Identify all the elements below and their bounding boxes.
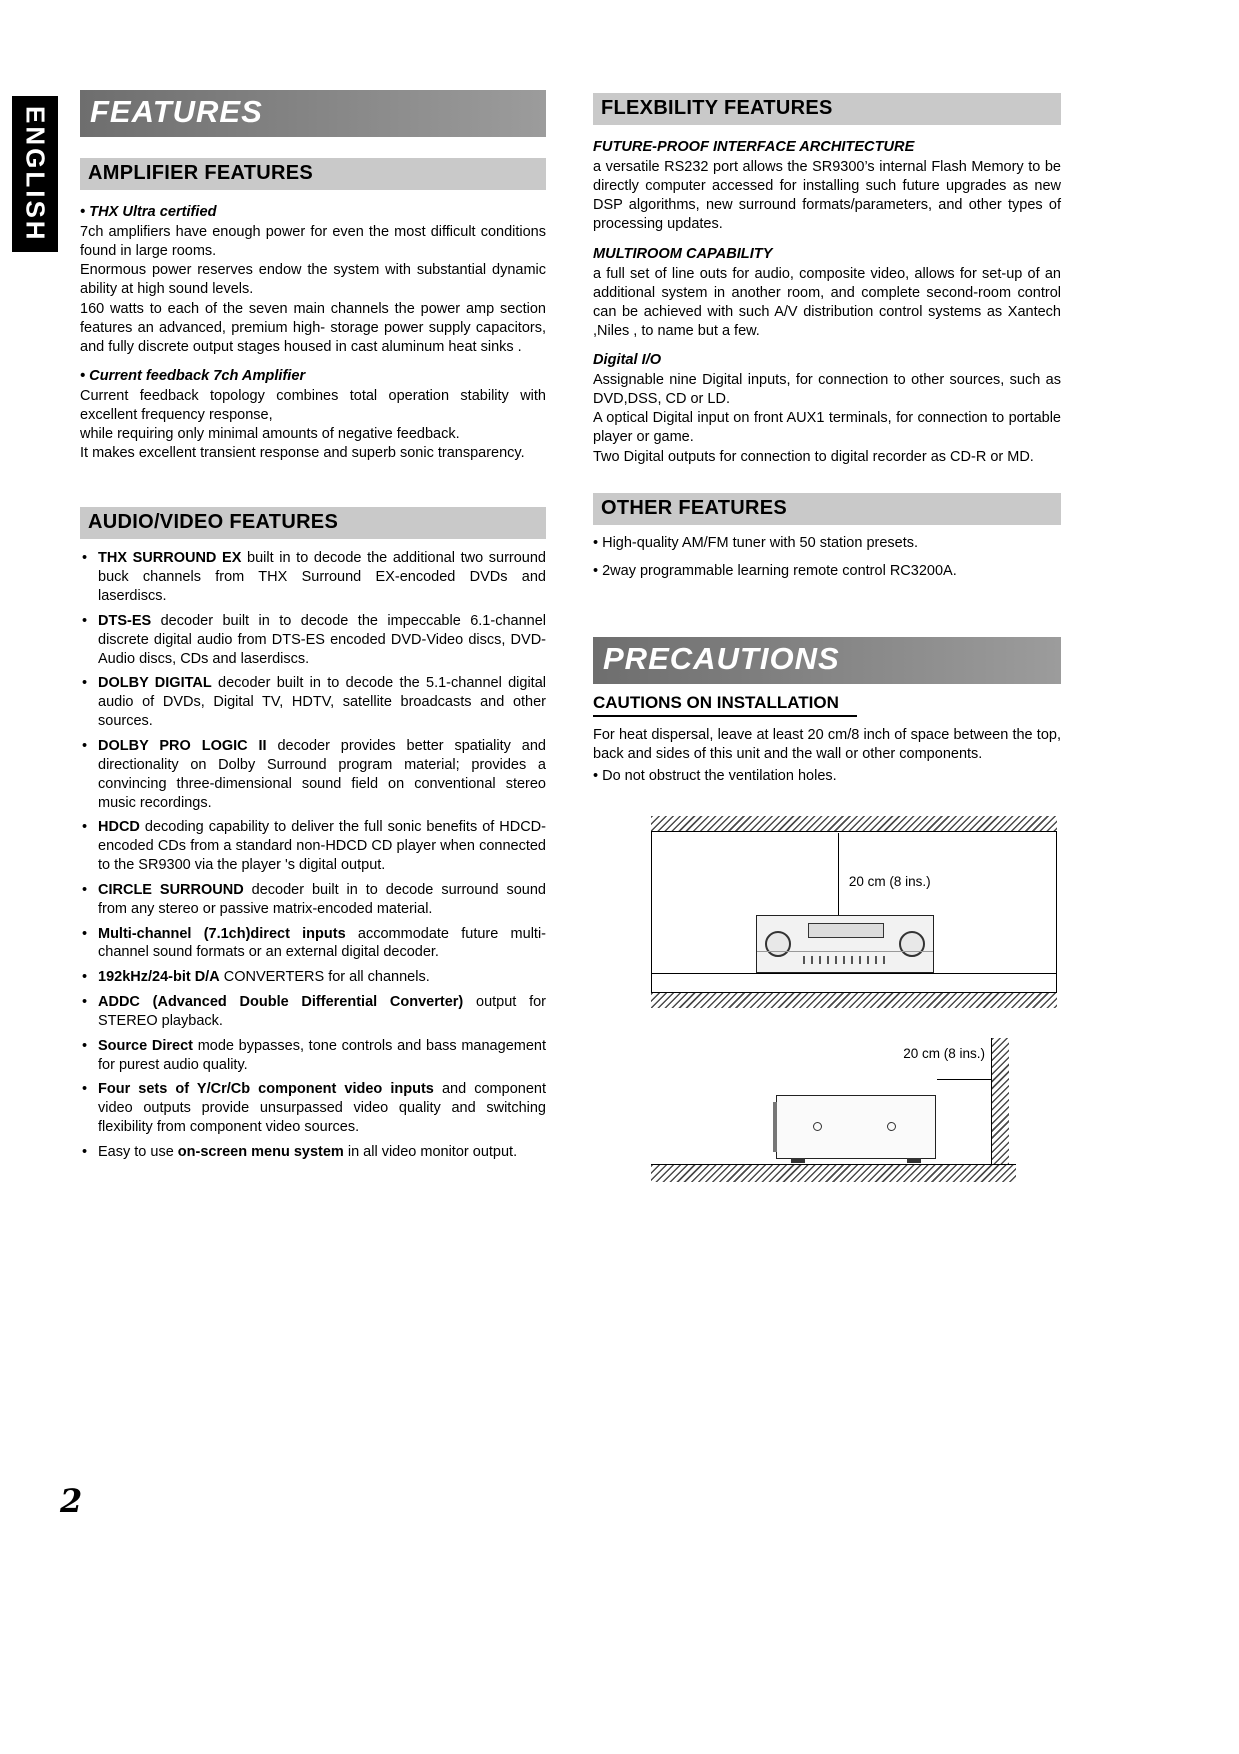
precautions-banner (593, 637, 1061, 684)
feature-item-dolby-pro-logic: • DOLBY PRO LOGIC II decoder provides better spatiality and directionality on Dolby Surround program material; provides a convincing three-dimensional sound field on conventional stereo music recordings. (80, 737, 546, 812)
language-tab: ENGLISH (12, 96, 58, 252)
horizontal-dimension-line (937, 1079, 991, 1080)
digital-io-para-2: A optical Digital input on front AUX1 terminals, for connection to portable player or game. (593, 410, 1061, 446)
multiroom-title: MULTIROOM CAPABILITY (593, 245, 773, 262)
feature-item-component-video: • Four sets of Y/Cr/Cb component video inputs and component video outputs provide unsurpassed video quality and switching flexibility from component video sources. (80, 1080, 546, 1137)
current-feedback-para-2: while requiring only minimal amounts of negative feedback. (80, 426, 460, 443)
current-feedback-para-3: It makes excellent transient response and superb sonic transparency. (80, 445, 525, 462)
other-feature-remote: • 2way programmable learning remote control RC3200A. (593, 562, 957, 579)
floor-hatch-side (651, 1164, 1016, 1182)
current-feedback-title: • Current feedback 7ch Amplifier (80, 367, 306, 384)
clearance-label-top: 20 cm (8 ins.) (846, 874, 934, 889)
current-feedback-para-1: Current feedback topology combines total operation stability with excellent frequency response, (80, 387, 546, 423)
floor-hatch (651, 992, 1057, 1008)
precautions-title: PRECAUTIONS (603, 640, 840, 676)
cautions-on-installation-heading: CAUTIONS ON INSTALLATION (593, 693, 1061, 717)
feature-item-circle-surround: • CIRCLE SURROUND decoder built in to decode surround sound from any stereo or passive matrix-encoded material. (80, 881, 546, 919)
flexibility-features-heading: FLEXBILITY FEATURES (593, 93, 1061, 125)
receiver-front-lip (773, 1102, 777, 1152)
feature-item-source-direct: • Source Direct mode bypasses, tone controls and bass management for purest audio quality. (80, 1037, 546, 1075)
feature-item-converters: • 192kHz/24-bit D/A CONVERTERS for all channels. (80, 968, 546, 987)
right-column (593, 93, 1061, 1182)
feature-item-thx-surround-ex: • THX SURROUND EX built in to decode the additional two surround buck channels from THX Surround EX-encoded DVDs and laserdiscs. (80, 549, 546, 606)
thx-ultra-title: • THX Ultra certified (80, 204, 217, 220)
digital-io-para-1: Assignable nine Digital inputs, for connection to other sources, such as DVD,DSS, CD or LD. (593, 372, 1061, 408)
thx-ultra-para-1: 7ch amplifiers have enough power for even the most difficult conditions found in large rooms. (80, 224, 546, 260)
features-title: FEATURES (90, 94, 263, 129)
feature-item-addc: • ADDC (Advanced Double Differential Converter) output for STEREO playback. (80, 993, 546, 1031)
clearance-label-side: 20 cm (8 ins.) (903, 1046, 985, 1062)
feature-item-on-screen-menu: • Easy to use on-screen menu system in all video monitor output. (80, 1143, 546, 1162)
audio-video-feature-list (80, 549, 546, 1161)
receiver-foot-rear (907, 1158, 921, 1163)
receiver-buttons (803, 956, 887, 964)
thx-ultra-para-3: 160 watts to each of the seven main channels the power amp section features an advanced, premium high- storage power supply capacitors, and fully discrete output stages housed in cast aluminum heat sinks . (80, 300, 546, 355)
other-features-heading: OTHER FEATURES (593, 493, 1061, 525)
feature-item-dts-es: • DTS-ES decoder built in to decode the impeccable 6.1-channel discrete digital audio from DTS-ES encoded DVD-Video discs, DVD-Audio discs, CDs and laserdiscs. (80, 612, 546, 669)
ceiling-hatch (651, 816, 1057, 832)
left-wall-line (651, 832, 652, 992)
digital-io-title: Digital I/O (593, 352, 662, 368)
multiroom-para: a full set of line outs for audio, composite video, allows for set-up of an additional system in another room, and complete second-room control can be achieved with such A/V distribution control systems as Xantech ,Niles , to name but a few. (593, 265, 1061, 339)
right-wall-line (1056, 832, 1057, 992)
receiver-side-screw-1 (813, 1122, 822, 1131)
receiver-display (808, 923, 884, 938)
future-proof-para: a versatile RS232 port allows the SR9300’s internal Flash Memory to be directly computer accessed for installing such future upgrades as new DSP algorithms, new surround formats/parameters, and other types of processing updates. (593, 159, 1061, 233)
receiver-side-screw-2 (887, 1122, 896, 1131)
precaution-paragraph: For heat dispersal, leave at least 20 cm/8 inch of space between the top, back and sides of this unit and the wall or other components. (593, 726, 1061, 762)
receiver-knob-right (899, 931, 925, 957)
wall-hatch (991, 1038, 1009, 1164)
page-number: 2 (60, 1482, 83, 1520)
amplifier-features-heading: AMPLIFIER FEATURES (80, 158, 546, 190)
vertical-dimension-line (838, 833, 839, 915)
thx-ultra-para-2: Enormous power reserves endow the system with substantial dynamic ability at high sound levels. (80, 262, 546, 298)
feature-item-hdcd: • HDCD decoding capability to deliver the full sonic benefits of HDCD-encoded CDs from a standard non-HDCD CD player when connected to the SR9300 via the player 's digital output. (80, 818, 546, 875)
other-feature-tuner: • High-quality AM/FM tuner with 50 station presets. (593, 534, 919, 551)
receiver-front-illustration (756, 915, 934, 973)
receiver-side-illustration (776, 1095, 936, 1159)
left-column (80, 90, 546, 1168)
feature-item-multi-channel: • Multi-channel (7.1ch)direct inputs accommodate future multi-channel sound formats or an external digital decoder. (80, 925, 546, 963)
shelf-line (652, 973, 1056, 974)
future-proof-title: FUTURE-PROOF INTERFACE ARCHITECTURE (593, 139, 915, 155)
feature-item-dolby-digital: • DOLBY DIGITAL decoder built in to decode the 5.1-channel digital audio of DVDs, Digital TV, HDTV, satellite broadcasts and other sources. (80, 674, 546, 731)
receiver-panel-line (757, 951, 933, 952)
audio-video-features-heading: AUDIO/VIDEO FEATURES (80, 507, 546, 539)
features-banner (80, 90, 546, 137)
receiver-foot-front (791, 1158, 805, 1163)
clearance-diagram-side (651, 1032, 1057, 1182)
receiver-knob-left (765, 931, 791, 957)
clearance-diagram-front (651, 816, 1057, 1008)
precaution-bullet: • Do not obstruct the ventilation holes. (593, 768, 837, 785)
digital-io-para-3: Two Digital outputs for connection to digital recorder as CD-R or MD. (593, 448, 1034, 465)
